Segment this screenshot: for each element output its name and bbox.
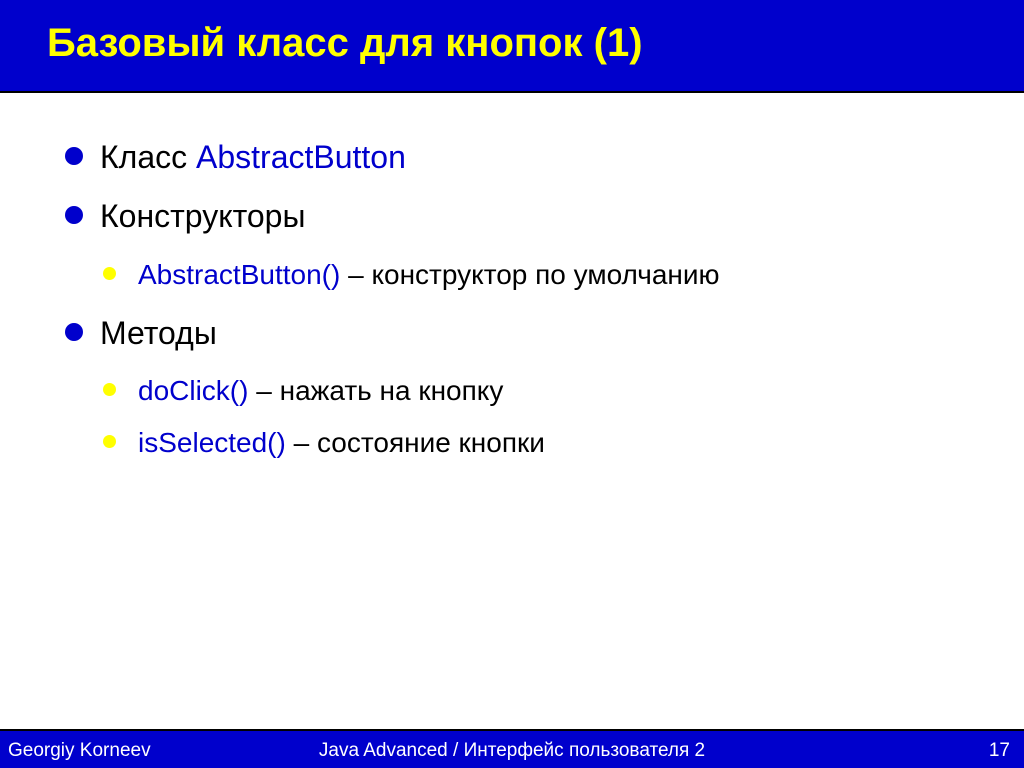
bullet-dot-icon <box>65 147 83 165</box>
sub-bullet-doclick <box>103 374 503 408</box>
bullet-text: Конструкторы <box>100 198 306 234</box>
sub-bullet-default-constructor <box>103 258 720 292</box>
bullet-dot-icon <box>65 323 83 341</box>
sub-bullet-text: – конструктор по умолчанию <box>340 259 720 290</box>
method-signature: doClick() <box>138 375 249 406</box>
sub-bullet-isselected <box>103 426 545 460</box>
sub-bullet-text: – нажать на кнопку <box>248 375 504 406</box>
page-number: 17 <box>988 740 1010 761</box>
bullet-dot-icon <box>65 206 83 224</box>
footer-author: Georgiy Korneev <box>8 740 151 761</box>
slide-title: Базовый класс для кнопок (1) <box>47 21 643 65</box>
bullet-item-constructors <box>65 197 305 235</box>
sub-bullet-dot-icon <box>103 435 116 448</box>
bullet-item-methods <box>65 314 217 352</box>
bullet-item-class <box>65 138 406 176</box>
footer-bar <box>0 729 1024 768</box>
constructor-signature: AbstractButton() <box>138 259 341 290</box>
sub-bullet-dot-icon <box>103 267 116 280</box>
sub-bullet-text: – состояние кнопки <box>285 427 545 458</box>
bullet-text: Методы <box>100 315 217 351</box>
method-signature: isSelected() <box>138 427 286 458</box>
sub-bullet-dot-icon <box>103 383 116 396</box>
class-name: AbstractButton <box>196 139 406 175</box>
footer-course-title: Java Advanced / Интерфейс пользователя 2 <box>318 740 706 761</box>
bullet-text: Класс <box>100 139 196 175</box>
